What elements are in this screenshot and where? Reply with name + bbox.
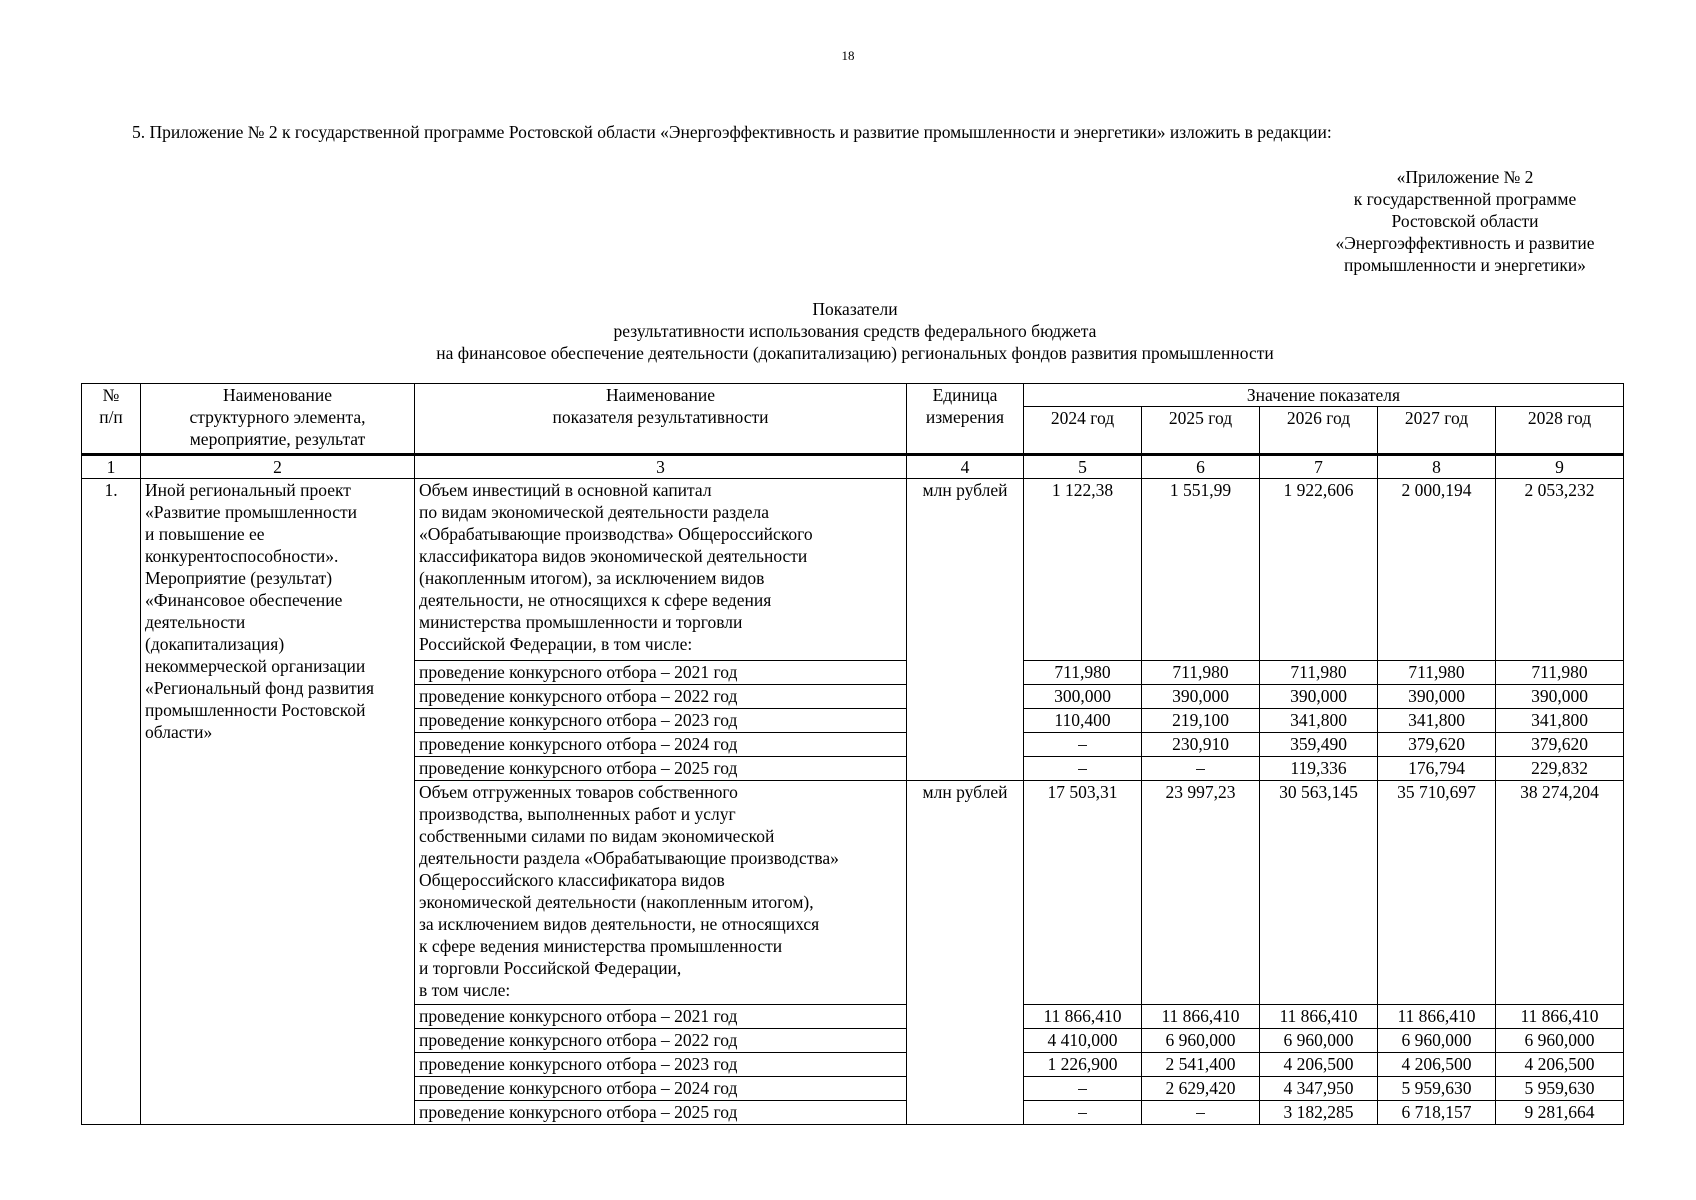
column-number: 3	[415, 455, 907, 479]
value-cell: 38 274,204	[1496, 781, 1624, 1005]
value-cell: 6 960,000	[1260, 1029, 1378, 1053]
header-year: 2027 год	[1378, 407, 1496, 455]
value-cell: 23 997,23	[1142, 781, 1260, 1005]
value-cell: 390,000	[1378, 685, 1496, 709]
sub-row-label: проведение конкурсного отбора – 2022 год	[415, 1029, 907, 1053]
column-number: 5	[1024, 455, 1142, 479]
value-cell: 11 866,410	[1024, 1005, 1142, 1029]
value-cell: 359,490	[1260, 733, 1378, 757]
value-cell: 341,800	[1496, 709, 1624, 733]
value-cell: 300,000	[1024, 685, 1142, 709]
value-cell: 341,800	[1260, 709, 1378, 733]
sub-row-label: проведение конкурсного отбора – 2024 год	[415, 1077, 907, 1101]
header-year: 2025 год	[1142, 407, 1260, 455]
value-cell: 1 226,900	[1024, 1053, 1142, 1077]
value-cell: 711,980	[1378, 661, 1496, 685]
value-cell: 379,620	[1378, 733, 1496, 757]
value-cell: 4 410,000	[1024, 1029, 1142, 1053]
sub-row-label: проведение конкурсного отбора – 2021 год	[415, 661, 907, 685]
value-cell: –	[1142, 757, 1260, 781]
header-year: 2024 год	[1024, 407, 1142, 455]
value-cell: 711,980	[1260, 661, 1378, 685]
sub-row-label: проведение конкурсного отбора – 2023 год	[415, 709, 907, 733]
value-cell: 219,100	[1142, 709, 1260, 733]
value-cell: 4 347,950	[1260, 1077, 1378, 1101]
value-cell: 110,400	[1024, 709, 1142, 733]
value-cell: 11 866,410	[1378, 1005, 1496, 1029]
structural-element-name: Иной региональный проект «Развитие промышленности и повышение ее конкурентоспособности». Мероприятие (результат) «Финансовое обеспечение деятельности (докапитализация) некоммерческой организации «Региональный фонд развития промышленности Ростовской области»	[141, 479, 415, 1125]
value-cell: 2 000,194	[1378, 479, 1496, 661]
column-number: 4	[907, 455, 1024, 479]
column-number: 8	[1378, 455, 1496, 479]
value-cell: 30 563,145	[1260, 781, 1378, 1005]
appendix-line: промышленности и энергетики»	[1344, 255, 1586, 275]
value-cell: –	[1024, 733, 1142, 757]
sub-row-label: проведение конкурсного отбора – 2023 год	[415, 1053, 907, 1077]
value-cell: 176,794	[1378, 757, 1496, 781]
value-cell: 711,980	[1496, 661, 1624, 685]
header-value-group: Значение показателя	[1024, 384, 1624, 407]
value-cell: 230,910	[1142, 733, 1260, 757]
value-cell: 341,800	[1378, 709, 1496, 733]
value-cell: 6 718,157	[1378, 1101, 1496, 1125]
value-cell: 9 281,664	[1496, 1101, 1624, 1125]
value-cell: 5 959,630	[1378, 1077, 1496, 1101]
value-cell: 2 629,420	[1142, 1077, 1260, 1101]
sub-row-label: проведение конкурсного отбора – 2021 год	[415, 1005, 907, 1029]
header-year: 2026 год	[1260, 407, 1378, 455]
value-cell: 11 866,410	[1260, 1005, 1378, 1029]
value-cell: 5 959,630	[1496, 1077, 1624, 1101]
row-number: 1.	[82, 479, 141, 1125]
value-cell: –	[1142, 1101, 1260, 1125]
value-cell: 4 206,500	[1260, 1053, 1378, 1077]
value-cell: 6 960,000	[1142, 1029, 1260, 1053]
sub-row-label: проведение конкурсного отбора – 2025 год	[415, 757, 907, 781]
column-number: 9	[1496, 455, 1624, 479]
value-cell: –	[1024, 757, 1142, 781]
value-cell: 711,980	[1142, 661, 1260, 685]
indicator-name: Объем инвестиций в основной капитал по видам экономической деятельности раздела «Обрабатывающие производства» Общероссийского классификатора видов экономической деятельности (накопленным итогом), за исключением видов деятельности, не относящихся к сфере ведения министерства промышленности и торговли Российской Федерации, в том числе:	[415, 479, 907, 661]
value-cell: –	[1024, 1077, 1142, 1101]
header-year: 2028 год	[1496, 407, 1624, 455]
header-element: Наименование структурного элемента, мероприятие, результат	[141, 384, 415, 455]
column-number: 1	[82, 455, 141, 479]
unit-of-measure: млн рублей	[907, 479, 1024, 781]
value-cell: 11 866,410	[1142, 1005, 1260, 1029]
title-line: Показатели	[812, 299, 898, 319]
indicators-table	[81, 383, 1624, 1125]
sub-row-label: проведение конкурсного отбора – 2025 год	[415, 1101, 907, 1125]
appendix-line: «Энергоэффективность и развитие	[1335, 233, 1595, 253]
value-cell: 3 182,285	[1260, 1101, 1378, 1125]
document-title	[0, 298, 1696, 364]
value-cell: 35 710,697	[1378, 781, 1496, 1005]
value-cell: 2 053,232	[1496, 479, 1624, 661]
unit-of-measure: млн рублей	[907, 781, 1024, 1125]
value-cell: 2 541,400	[1142, 1053, 1260, 1077]
appendix-caption	[1300, 166, 1630, 276]
title-line: на финансовое обеспечение деятельности (докапитализацию) региональных фондов развития промышленности	[436, 343, 1274, 363]
value-cell: 119,336	[1260, 757, 1378, 781]
value-cell: 6 960,000	[1378, 1029, 1496, 1053]
column-number: 6	[1142, 455, 1260, 479]
page-number: 18	[841, 48, 855, 63]
value-cell: 4 206,500	[1496, 1053, 1624, 1077]
intro-paragraph: 5. Приложение № 2 к государственной программе Ростовской области «Энергоэффективность и развитие промышленности и энергетики» изложить в редакции:	[132, 122, 1332, 142]
value-cell: 6 960,000	[1496, 1029, 1624, 1053]
value-cell: 4 206,500	[1378, 1053, 1496, 1077]
value-cell: 17 503,31	[1024, 781, 1142, 1005]
value-cell: 711,980	[1024, 661, 1142, 685]
value-cell: 1 551,99	[1142, 479, 1260, 661]
sub-row-label: проведение конкурсного отбора – 2024 год	[415, 733, 907, 757]
appendix-line: Ростовской области	[1391, 211, 1539, 231]
header-num: № п/п	[82, 384, 141, 455]
value-cell: 229,832	[1496, 757, 1624, 781]
value-cell: 390,000	[1496, 685, 1624, 709]
value-cell: 390,000	[1142, 685, 1260, 709]
indicator-name: Объем отгруженных товаров собственного производства, выполненных работ и услуг собственными силами по видам экономической деятельности раздела «Обрабатывающие производства» Общероссийского классификатора видов экономической деятельности (накопленным итогом), за исключением видов деятельности, не относящихся к сфере ведения министерства промышленности и торговли Российской Федерации, в том числе:	[415, 781, 907, 1005]
appendix-line: к государственной программе	[1353, 189, 1577, 209]
header-indicator: Наименование показателя результативности	[415, 384, 907, 455]
column-number: 2	[141, 455, 415, 479]
sub-row-label: проведение конкурсного отбора – 2022 год	[415, 685, 907, 709]
title-line: результативности использования средств федерального бюджета	[613, 321, 1097, 341]
value-cell: 1 122,38	[1024, 479, 1142, 661]
header-unit: Единица измерения	[907, 384, 1024, 455]
value-cell: 379,620	[1496, 733, 1624, 757]
appendix-line: «Приложение № 2	[1396, 167, 1534, 187]
value-cell: 1 922,606	[1260, 479, 1378, 661]
column-number: 7	[1260, 455, 1378, 479]
value-cell: –	[1024, 1101, 1142, 1125]
value-cell: 390,000	[1260, 685, 1378, 709]
value-cell: 11 866,410	[1496, 1005, 1624, 1029]
